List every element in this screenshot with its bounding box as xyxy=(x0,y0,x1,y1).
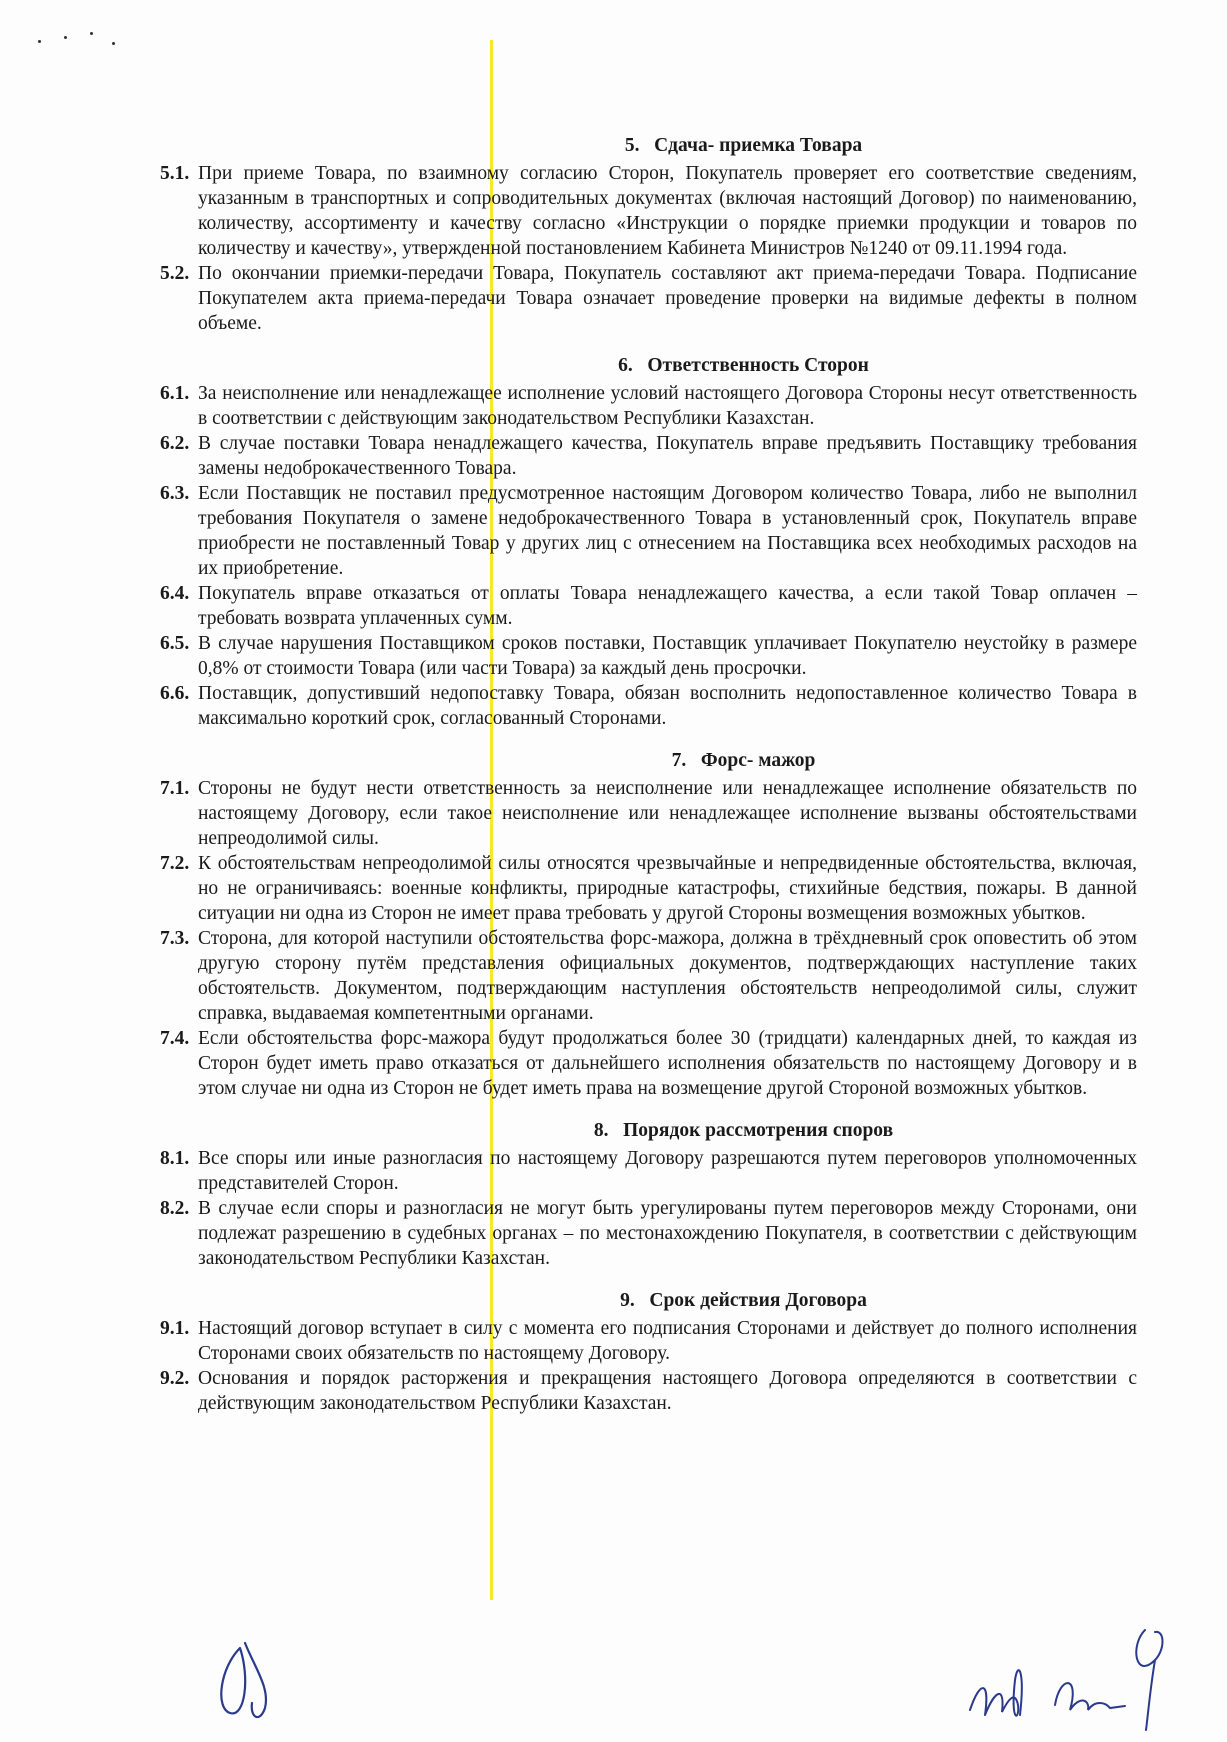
clause-number: 7.1. xyxy=(160,778,190,799)
clause-9-2 xyxy=(160,1366,1137,1416)
clause-6-2 xyxy=(160,431,1137,481)
clause-number: 6.6. xyxy=(160,683,190,704)
clause-8-1 xyxy=(160,1146,1137,1196)
clause-number: 8.2. xyxy=(160,1198,190,1219)
clause-text: За неисполнение или ненадлежащее исполнение условий настоящего Договора Стороны несут ответственность в соответствии с действующим законодательством Республики Казахстан. xyxy=(198,383,1137,429)
clause-6-3 xyxy=(160,481,1137,581)
clause-text: Стороны не будут нести ответственность за неисполнение или ненадлежащее исполнение обязательств по настоящему Договору, если такое неисполнение или ненадлежащее исполнение вызваны обстоятельствами непреодолимой силы. xyxy=(198,778,1137,849)
signature-right xyxy=(960,1620,1180,1735)
clause-6-6 xyxy=(160,681,1137,731)
section-9 xyxy=(160,1289,1137,1416)
signatures-area xyxy=(0,1620,1227,1740)
clause-text: В случае если споры и разногласия не могут быть урегулированы путем переговоров между Сторонами, они подлежат разрешению в судебных органах – по местонахождению Покупателя, в соответствии с действующим законодательством Республики Казахстан. xyxy=(198,1198,1137,1269)
signature-left xyxy=(210,1628,290,1728)
clause-6-5 xyxy=(160,631,1137,681)
clause-text: В случае нарушения Поставщиком сроков поставки, Поставщик уплачивает Покупателю неустойку в размере 0,8% от стоимости Товара (или части Товара) за каждый день просрочки. xyxy=(198,633,1137,679)
section-title: 7. Форс- мажор xyxy=(671,750,816,771)
clause-7-2 xyxy=(160,851,1137,926)
clause-text: К обстоятельствам непреодолимой силы относятся чрезвычайные и непредвиденные обстоятельства, включая, но не ограничиваясь: военные конфликты, природные катастрофы, стихийные бедствия, пожары. В данной ситуации ни одна из Сторон не имеет права требовать у другой Стороны возмещения возможных убытков. xyxy=(198,853,1137,924)
clause-6-1 xyxy=(160,381,1137,431)
clause-7-4 xyxy=(160,1026,1137,1101)
scan-artifact-dots xyxy=(38,28,128,48)
clause-7-1 xyxy=(160,776,1137,851)
clause-text: Все споры или иные разногласия по настоящему Договору разрешаются путем переговоров уполномоченных представителей Сторон. xyxy=(198,1148,1137,1194)
clause-text: При приеме Товара, по взаимному согласию Сторон, Покупатель проверяет его соответствие сведениям, указанным в транспортных и сопроводительных документах (включая настоящий Договор) по наименованию, количеству, ассортименту и качеству согласно «Инструкции о порядке приемки продукции и товаров по количеству и качеству», утвержденной постановлением Кабинета Министров №1240 от 09.11.1994 года. xyxy=(198,163,1137,259)
clause-number: 6.5. xyxy=(160,633,190,654)
clause-7-3 xyxy=(160,926,1137,1026)
clause-number: 9.2. xyxy=(160,1368,190,1389)
section-title: 8. Порядок рассмотрения споров xyxy=(593,1120,894,1141)
clause-6-4 xyxy=(160,581,1137,631)
section-7 xyxy=(160,749,1137,1101)
clause-number: 7.4. xyxy=(160,1028,190,1049)
clause-number: 7.2. xyxy=(160,853,190,874)
clause-text: По окончании приемки-передачи Товара, Покупатель составляют акт приема-передачи Товара. Подписание Покупателем акта приема-передачи Товара означает проведение проверки на видимые дефекты в полном объеме. xyxy=(198,263,1137,334)
clause-text: Покупатель вправе отказаться от оплаты Товара ненадлежащего качества, а если такой Товар оплачен – требовать возврата уплаченных сумм. xyxy=(198,583,1137,629)
clause-9-1 xyxy=(160,1316,1137,1366)
clause-8-2 xyxy=(160,1196,1137,1271)
clause-text: Если обстоятельства форс-мажора будут продолжаться более 30 (тридцати) календарных дней, то каждая из Сторон будет иметь право отказаться от дальнейшего исполнения обязательств по настоящему Договору и в этом случае ни одна из Сторон не будет иметь права на возмещение другой Стороной возможных убытков. xyxy=(198,1028,1137,1099)
section-title: 5. Сдача- приемка Товара xyxy=(624,135,863,156)
clause-5-2 xyxy=(160,261,1137,336)
clause-5-1 xyxy=(160,161,1137,261)
section-6 xyxy=(160,354,1137,731)
clause-number: 9.1. xyxy=(160,1318,190,1339)
clause-number: 6.4. xyxy=(160,583,190,604)
section-8 xyxy=(160,1119,1137,1271)
clause-text: В случае поставки Товара ненадлежащего качества, Покупатель вправе предъявить Поставщику требования замены недоброкачественного Товара. xyxy=(198,433,1137,479)
clause-text: Основания и порядок расторжения и прекращения настоящего Договора определяются в соответствии с действующим законодательством Республики Казахстан. xyxy=(198,1368,1137,1414)
clause-number: 5.1. xyxy=(160,163,190,184)
document-body xyxy=(160,134,1137,1416)
clause-text: Если Поставщик не поставил предусмотренное настоящим Договором количество Товара, либо не выполнил требования Покупателя о замене недоброкачественного Товара в установленный срок, Покупатель вправе приобрести не поставленный Товар у других лиц с отнесением на Поставщика всех необходимых расходов на их приобретение. xyxy=(198,483,1137,579)
clause-number: 6.3. xyxy=(160,483,190,504)
section-title: 6. Ответственность Сторон xyxy=(618,355,869,376)
clause-text: Поставщик, допустивший недопоставку Товара, обязан восполнить недопоставленное количество Товара в максимально короткий срок, согласованный Сторонами. xyxy=(198,683,1137,729)
clause-text: Сторона, для которой наступили обстоятельства форс-мажора, должна в трёхдневный срок оповестить об этом другую сторону путём представления официальных документов, подтверждающих наступление таких обстоятельств. Документом, подтверждающим наступления обстоятельств непреодолимой силы, служит справка, выдаваемая компетентными органами. xyxy=(198,928,1137,1024)
clause-number: 7.3. xyxy=(160,928,190,949)
clause-text: Настоящий договор вступает в силу с момента его подписания Сторонами и действует до полного исполнения Сторонами своих обязательств по настоящему Договору. xyxy=(198,1318,1137,1364)
section-title: 9. Срок действия Договора xyxy=(620,1290,867,1311)
clause-number: 8.1. xyxy=(160,1148,190,1169)
clause-number: 6.1. xyxy=(160,383,190,404)
clause-number: 6.2. xyxy=(160,433,190,454)
section-5 xyxy=(160,134,1137,336)
clause-number: 5.2. xyxy=(160,263,190,284)
